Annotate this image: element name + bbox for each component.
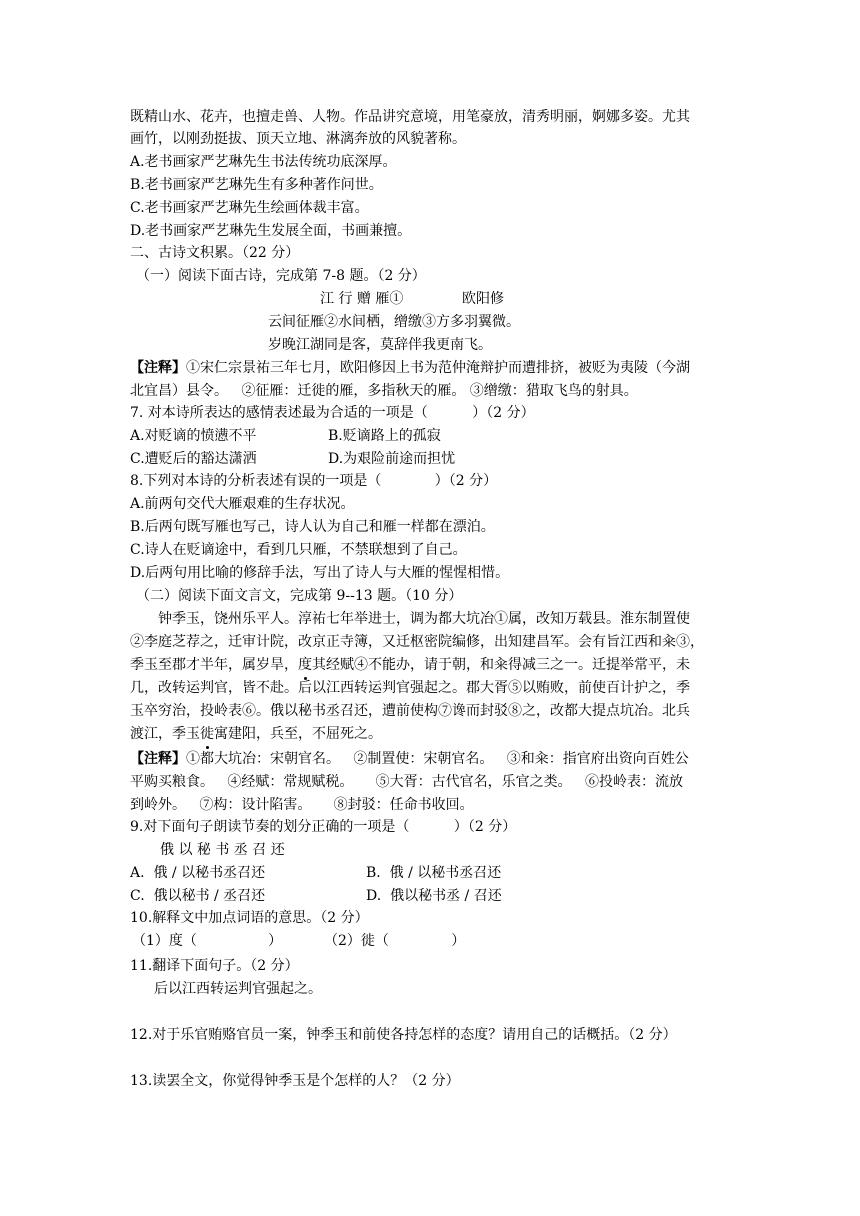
poem-line-2: 岁晚江湖同是客，莫辞伴我更南飞。 xyxy=(268,337,492,353)
intro-line-2: 画竹，以刚劲挺拔、顶天立地、淋漓奔放的风貌著称。 xyxy=(130,131,466,147)
part2-intro: （二）阅读下面文言文，完成第 9--13 题。（10 分） xyxy=(136,588,463,604)
q9-option-b: B. 俄 / 以秘书丞召还 xyxy=(366,865,502,881)
dotted-word-xi: 徙 xyxy=(200,723,214,745)
q7-stem: 7. 对本诗所表达的感情表述最为合适的一项是（ ）（2 分） xyxy=(130,405,535,421)
q9-sentence: 俄 以 秘 书 丞 召 还 xyxy=(160,842,285,858)
passage-note-line-3: 到岭外。 ⑦构：设计陷害。 ⑧封驳：任命书收回。 xyxy=(130,797,474,813)
passage-line-3a: 季玉至郡才半年，属岁旱， xyxy=(130,657,298,673)
q8-stem: 8.下列对本诗的分析表述有误的一项是（ ）（2 分） xyxy=(130,473,498,489)
q10-item-1: （1）度（ ） xyxy=(132,933,283,949)
q6-option-c: C.老书画家严艺琳先生绘画体裁丰富。 xyxy=(130,200,369,216)
poem-line-1: 云间征雁②水间栖，缯缴③方多羽翼微。 xyxy=(268,314,520,330)
passage-note-line-2: 平购买粮食。 ④经赋：常规赋税。 ⑤大胥：古代官名，乐官之类。 ⑥投岭表：流放 xyxy=(130,774,683,790)
passage-line-6a: 渡江，季玉 xyxy=(130,726,200,742)
q6-option-d: D.老书画家严艺琳先生发展全面，书画兼擅。 xyxy=(130,223,412,239)
section-2-title: 二、古诗文积累。（22 分） xyxy=(130,245,300,261)
passage-note-text-1: ①都大坑冶：宋朝官名。 ②制置使：宋朝官名。 ③和籴：指官府出资向百姓公 xyxy=(186,751,689,767)
note-label-2: 【注释】 xyxy=(130,751,186,767)
q7-option-c: C.遭贬后的豁达潇洒 xyxy=(130,451,257,467)
q13-stem: 13.读罢全文，你觉得钟季玉是个怎样的人？（2 分） xyxy=(130,1073,460,1089)
poem-note-text-1: ①宋仁宗景祐三年七月，欧阳修因上书为范仲淹辩护而遭排挤，被贬为夷陵（今湖 xyxy=(186,360,690,376)
q8-option-c: C.诗人在贬谪途中，看到几只雁，不禁联想到了自己。 xyxy=(130,542,467,558)
passage-line-3b: 其经赋④不能办，请于朝，和籴得减三之一。迁提举常平，未 xyxy=(312,657,690,673)
q8-option-a: A.前两句交代大雁艰难的生存状况。 xyxy=(130,496,355,512)
q7-option-b: B.贬谪路上的孤寂 xyxy=(328,428,441,444)
q11-sentence: 后以江西转运判官强起之。 xyxy=(154,981,322,997)
q9-option-c: C. 俄以秘书 / 丞召还 xyxy=(130,888,266,904)
passage-line-2: ②李庭芝荐之，迁审计院，改京正寺簿，又迁枢密院编修，出知建昌军。会有旨江西和籴③， xyxy=(130,634,704,650)
q7-option-d: D.为艰险前途而担忧 xyxy=(328,451,456,467)
passage-line-3 xyxy=(130,654,690,676)
passage-line-6b: 寓建阳，兵至，不屈死之。 xyxy=(214,726,382,742)
passage-line-1: 钟季玉，饶州乐平人。淳祐七年举进士，调为都大坑冶①属，改知万载县。淮东制置使 xyxy=(158,611,690,627)
q7-option-a: A.对贬谪的愤懑不平 xyxy=(130,428,257,444)
dotted-word-du: 度 xyxy=(298,654,312,676)
q6-option-b: B.老书画家严艺琳先生有多种著作问世。 xyxy=(130,177,383,193)
q8-option-b: B.后两句既写雁也写己，诗人认为自己和雁一样都在漂泊。 xyxy=(130,519,495,535)
passage-line-4: 几，改转运判官，皆不赴。后以江西转运判官强起之。郡大胥⑤以贿败，前使百计护之，季 xyxy=(130,680,690,696)
q9-option-a: A. 俄 / 以秘书丞召还 xyxy=(130,865,266,881)
poem-note-line-2: 北宜昌）县令。 ②征雁：迁徙的雁，多指秋天的雁。 ③缯缴：猎取飞鸟的射具。 xyxy=(130,383,638,399)
note-label: 【注释】 xyxy=(130,360,186,376)
intro-line-1: 既精山水、花卉，也擅走兽、人物。作品讲究意境，用笔豪放，清秀明丽，婀娜多姿。尤其 xyxy=(130,109,690,125)
poem-title: 江 行 赠 雁① xyxy=(320,291,404,307)
passage-line-6 xyxy=(130,723,382,745)
poem-note-line-1 xyxy=(130,357,690,379)
q6-option-a: A.老书画家严艺琳先生书法传统功底深厚。 xyxy=(130,154,397,170)
q10-item-2: （2）徙（ ） xyxy=(324,933,466,949)
part1-intro: （一）阅读下面古诗，完成第 7-8 题。（2 分） xyxy=(136,268,426,284)
q12-stem: 12.对于乐官贿赂官员一案，钟季玉和前使各持怎样的态度？请用自己的话概括。（2 分） xyxy=(130,1027,677,1043)
q9-stem: 9.对下面句子朗读节奏的划分正确的一项是（ ）（2 分） xyxy=(130,819,517,835)
passage-line-5: 玉卒穷治，投岭表⑥。俄以秘书丞召还，遭前使构⑦谗而封驳⑧之，改都大提点坑冶。北兵 xyxy=(130,703,690,719)
q10-stem: 10.解释文中加点词语的意思。（2 分） xyxy=(130,910,369,926)
q11-stem: 11.翻译下面句子。（2 分） xyxy=(130,958,299,974)
poem-author: 欧阳修 xyxy=(462,291,504,307)
passage-note-line-1 xyxy=(130,748,689,770)
q9-option-d: D. 俄以秘书丞 / 召还 xyxy=(366,888,502,904)
q8-option-d: D.后两句用比喻的修辞手法，写出了诗人与大雁的惺惺相惜。 xyxy=(130,565,510,581)
